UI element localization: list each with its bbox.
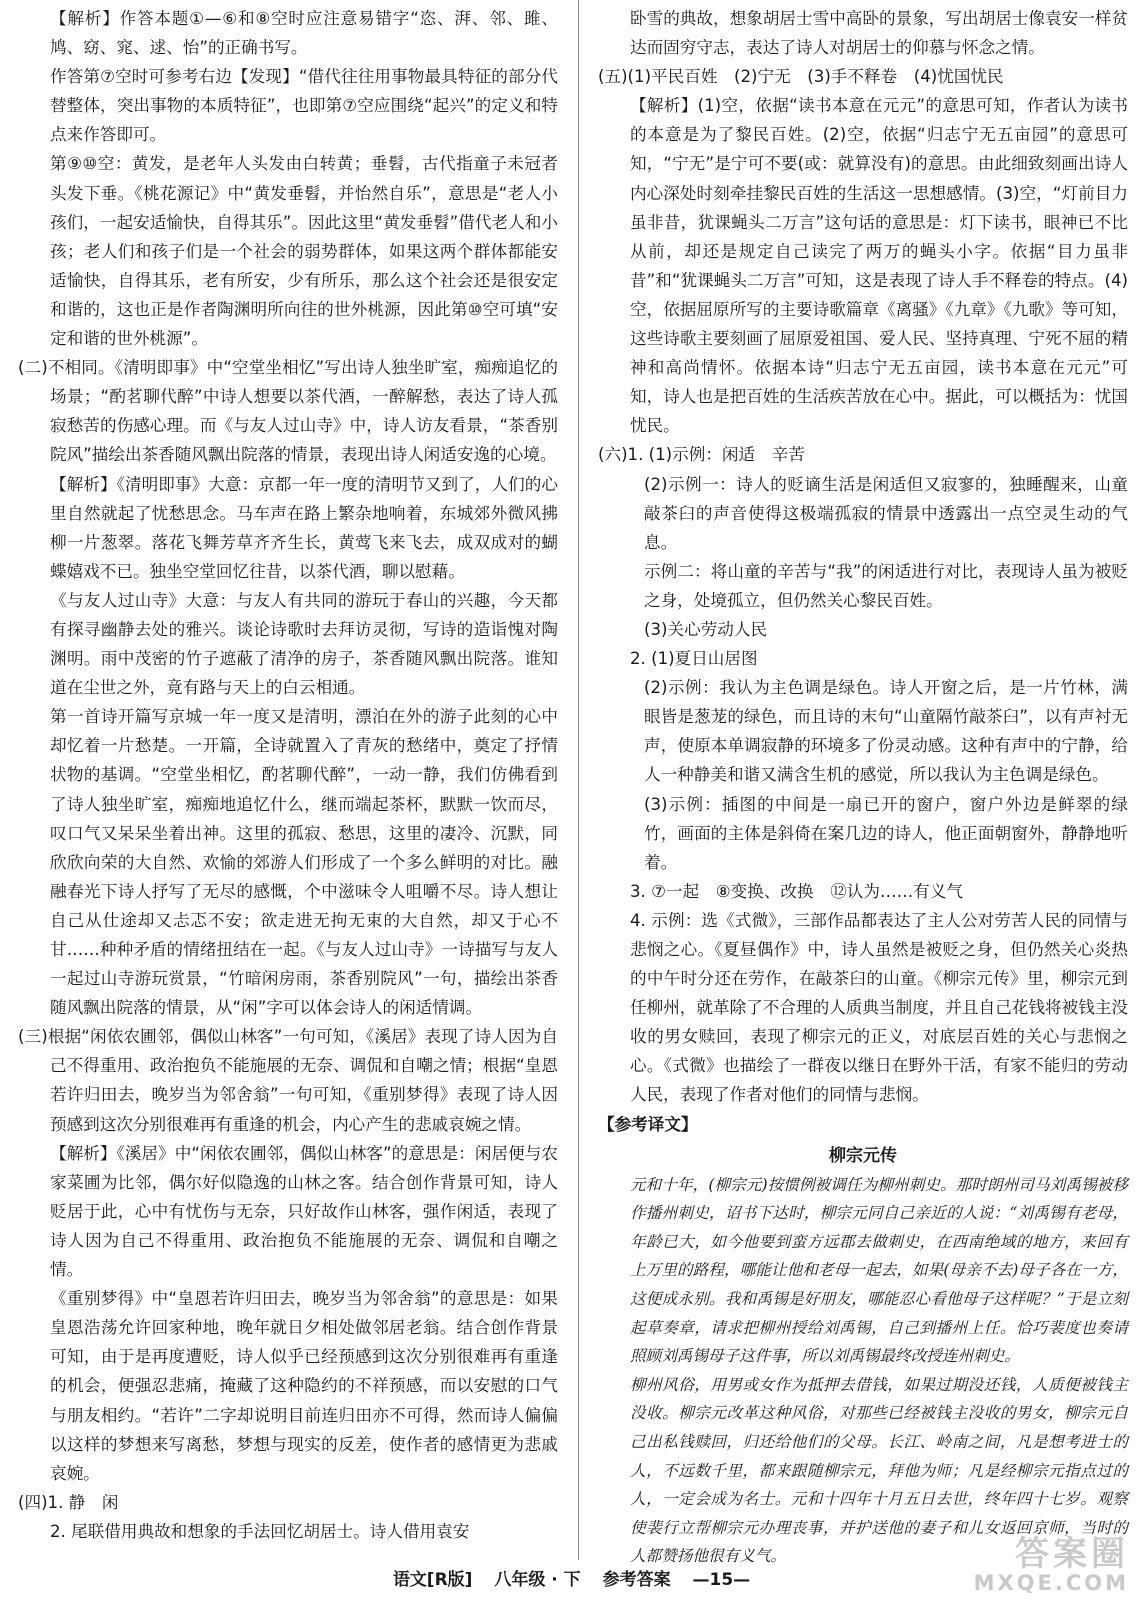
left-column	[18, 4, 558, 1546]
paragraph: (四)1. 静 闲	[18, 1492, 119, 1512]
paragraph: 【解析】作答本题①—⑥和⑧空时应注意易错字“恣、湃、邻、雎、鸠、窈、窕、逑、怡”的正确书写。	[50, 9, 558, 58]
paragraph: (二)不相同。《清明即事》中“空堂坐相忆”写出诗人独坐旷室，痴痴追忆的场景；“酌茗聊代醉”中诗人想要以茶代酒，一醉解愁，表达了诗人孤寂愁苦的伤感心理。而《与友人过山寺》中，诗人访友看景，“茶香别院风”描绘出茶香随风飘出院落的情景，表现出诗人闲适安逸的心境。	[18, 358, 558, 465]
footer-section: 参考答案	[602, 1570, 671, 1590]
translation-title: 柳宗元传	[829, 1145, 897, 1166]
paragraph: (3)示例：插图的中间是一扇已开的窗户，窗户外边是鲜翠的绿竹，画面的主体是斜倚在案几边的诗人，他正面朝窗外，静静地听着。	[644, 794, 1128, 872]
section-heading: 【参考译文】	[598, 1114, 698, 1134]
watermark-logo-text: 答案圈	[1015, 1534, 1129, 1574]
paragraph: 2. 尾联借用典故和想象的手法回忆胡居士。诗人借用袁安	[50, 1521, 470, 1541]
page-number: —15—	[692, 1570, 751, 1590]
paragraph: 4. 示例：选《式微》，三部作品都表达了主人公对劳苦人民的同情与悲悯之心。《夏昼偶作》中，诗人虽然是被贬之身，但仍然关心炎热的中午时分还在劳作，在敲茶臼的山童。《柳宗元传》里，柳宗元到任柳州，就革除了不合理的人质典当制度，并且自己花钱将被钱主没收的男女赎回，表现了柳宗元的正义，对底层百姓的关心与悲悯之心。《式微》也描绘了一群夜以继日在野外干活，有家不能归的劳动人民，表现了作者对他们的同情与悲悯。	[630, 910, 1128, 1105]
paragraph: 【解析】(1)空，依据“读书本意在元元”的意思可知，作者认为读书的本意是为了黎民百姓。(2)空，依据“归志宁无五亩园”的意思可知，“宁无”是宁可不要(或：就算没有)的意思。由此细致刻画出诗人内心深处时刻牵挂黎民百姓的生活这一思想感情。(3)空，“灯前目力虽非昔，犹课蝇头二万言”这句话的意思是：灯下读书，眼神已不比从前，却还是规定自己读完了两万的蝇头小字。依据“目力虽非昔”和“犹课蝇头二万言”可知，这是表现了诗人手不释卷的特点。(4)空，依据屈原所写的主要诗歌篇章《离骚》《九章》《九歌》等可知，这些诗歌主要刻画了屈原爱祖国、爱人民、坚持真理、宁死不屈的精神和高尚情怀。依据本诗“归志宁无五亩园，读书本意在元元”可知，诗人也是把百姓的生活疾苦放在心中。据此，可以概括为：忧国忧民。	[630, 96, 1128, 436]
translation-paragraph: 元和十年，(柳宗元)按惯例被调任为柳州刺史。那时朗州司马刘禹锡被移作播州刺史，诏书下达时，柳宗元同自己亲近的人说：“刘禹锡有老母，年龄已大，如今他要到蛮方远郡去做刺史，在西南绝域的地方，来回有上万里的路程，哪能让他和老母一起去，如果(母亲不去)母子各在一方，这便成永别。我和禹锡是好朋友，哪能忍心看他母子这样呢？”于是立刻起草奏章，请求把柳州授给刘禹锡，自己到播州上任。恰巧裴度也奏请照顾刘禹锡母子这件事，所以刘禹锡最终改授连州刺史。	[630, 1175, 1128, 1366]
paragraph: (2)示例：我认为主色调是绿色。诗人开窗之后，是一片竹林，满眼皆是葱茏的绿色，而且诗的末句“山童隔竹敲茶臼”，以有声衬无声，使原本单调寂静的环境多了份灵动感。这种有声中的宁静，给人一种静美和谐又满含生机的感觉，所以我认为主色调是绿色。	[644, 678, 1128, 785]
site-watermark	[939, 1536, 1129, 1596]
paragraph: 第⑨⑩空：黄发，是老年人头发由白转黄；垂髫，古代指童子未冠者头发下垂。《桃花源记》中“黄发垂髫，并怡然自乐”，意思是“老人小孩们，一起安适愉快，自得其乐”。因此这里“黄发垂髫”借代老人和小孩；老人们和孩子们是一个社会的弱势群体，如果这两个群体都能安适愉快，自得其乐，老有所安，少有所乐，那么这个社会还是很安定和谐的，这也正是作者陶渊明所向往的世外桃源，因此第⑩空可填“安定和谐的世外桃源”。	[50, 154, 558, 349]
paragraph: (五)(1)平民百姓 (2)宁无 (3)手不释卷 (4)忧国忧民	[598, 67, 1004, 87]
footer-subject: 语文[R版]	[392, 1570, 473, 1590]
paragraph: 作答第⑦空时可参考右边【发现】“借代往往用事物最具特征的部分代替整体，突出事物的本质特征”，也即第⑦空应围绕“起兴”的定义和特点来作答即可。	[50, 67, 558, 145]
paragraph: (3)关心劳动人民	[644, 619, 768, 639]
watermark-url: MXQE.COM	[973, 1571, 1129, 1595]
paragraph: 《与友人过山寺》大意：与友人有共同的游玩于春山的兴趣，今天都有探寻幽静去处的雅兴。谈论诗歌时去拜访灵彻，写诗的造诣愧对陶渊明。雨中茂密的竹子遮蔽了清净的房子，茶香随风飘出院落。谁知道在尘世之外，竟有路与天上的白云相通。	[50, 590, 558, 698]
paragraph: 《重别梦得》中“皇恩若许归田去，晚岁当为邻舍翁”的意思是：如果皇恩浩荡允许回家种地，晚年就日夕相处做邻居老翁。结合创作背景可知，由于是再度遭贬，诗人似乎已经预感到这次分别很难再有重逢的机会，便强忍悲痛，掩藏了这种隐约的不祥预感，而以安慰的口气与朋友相约。“若许”二字却说明目前连归田亦不可得，然而诗人偏偏以这样的梦想来写离愁，梦想与现实的反差，使作者的感情更为悲戚哀婉。	[50, 1289, 558, 1483]
footer-grade: 八年级 · 下	[494, 1570, 581, 1590]
paragraph: 3. ⑦一起 ⑧变换、改换 ⑫认为……有义气	[630, 881, 963, 901]
paragraph: 2. (1)夏日山居图	[630, 649, 758, 669]
paragraph: 【解析】《溪居》中“闲依农圃邻，偶似山林客”的意思是：闲居便与农家菜圃为比邻，偶尔好似隐逸的山林之客。结合创作背景可知，诗人贬居于此，心中有忧伤与无奈，只好故作山林客，强作闲适，表现了诗人因为自己不得重用、政治抱负不能施展的无奈、调侃和自嘲之情。	[50, 1143, 558, 1280]
paragraph: 第一首诗开篇写京城一年一度又是清明，漂泊在外的游子此刻的心中却忆着一片愁楚。一开篇，全诗就置入了青灰的愁绪中，奠定了抒情状物的基调。“空堂坐相忆，酌茗聊代醉”，一动一静，我们仿佛看到了诗人独坐旷室，痴痴地追忆什么，继而端起茶杯，默默一饮而尽，叹口气又呆呆坐着出神。这里的孤寂、愁思，这里的凄冷、沉默，同欣欣向荣的大自然、欢愉的郊游人们形成了一个多么鲜明的对比。融融春光下诗人抒写了无尽的感慨，个中滋味令人咀嚼不尽。诗人想让自己从仕途却又忐忑不安；欲走进无拘无束的大自然，却又于心不甘……种种矛盾的情绪扭结在一起。《与友人过山寺》一诗描写与友人一起过山寺游玩赏景，“竹暗闲房雨，茶香别院风”一句，描绘出茶香随风飘出院落的情景，从“闲”字可以体会诗人的闲适情调。	[50, 707, 558, 1018]
paragraph: 卧雪的典故，想象胡居士雪中高卧的景象，写出胡居士像袁安一样贫达而固穷守志，表达了诗人对胡居士的仰慕与怀念之情。	[630, 9, 1128, 58]
paragraph: 示例二：将山童的辛苦与“我”的闲适进行对比，表现诗人虽为被贬之身，处境孤立，但仍然关心黎民百姓。	[644, 561, 1128, 610]
translation-paragraph: 柳州风俗，用男或女作为抵押去借钱，如果过期没还钱，人质便被钱主没收。柳宗元改革这种风俗，对那些已经被钱主没收的男女，柳宗元自己出私钱赎回，归还给他们的父母。长江、岭南之间，凡是想考进士的人，不远数千里，都来跟随柳宗元，拜他为师；凡是经柳宗元指点过的人，一定会成为名士。元和十四年十月五日去世，终年四十七岁。观察使裴行立帮柳宗元办理丧事，并护送他的妻子和儿女返回京师，当时的人都赞扬他很有义气。	[630, 1375, 1128, 1566]
paragraph: (六)1. (1)示例：闲适 辛苦	[598, 445, 805, 465]
right-column	[598, 4, 1129, 1574]
column-divider	[578, 0, 579, 1560]
paragraph: 【解析】《清明即事》大意：京都一年一度的清明节又到了，人们的心里自然就起了忧愁思念。马车声在路上繁杂地响着，东城郊外微风拂柳一片葱翠。落花飞舞芳草齐齐生长，黄莺飞来飞去，成双成对的蝴蝶嬉戏不已。独坐空堂回忆往昔，以茶代酒，聊以慰藉。	[50, 474, 558, 581]
paragraph: (2)示例一：诗人的贬谪生活是闲适但又寂寥的，独睡醒来，山童敲茶臼的声音使得这极端孤寂的情景中透露出一点空灵生动的气息。	[644, 474, 1128, 552]
paragraph: (三)根据“闲依农圃邻，偶似山林客”一句可知，《溪居》表现了诗人因为自己不得重用、政治抱负不能施展的无奈、调侃和自嘲之情；根据“皇恩若许归田去，晚岁当为邻舍翁”一句可知，《重别梦得》表现了诗人因预感到这次分别很难再有重逢的机会，内心产生的悲戚哀婉之情。	[18, 1027, 558, 1134]
